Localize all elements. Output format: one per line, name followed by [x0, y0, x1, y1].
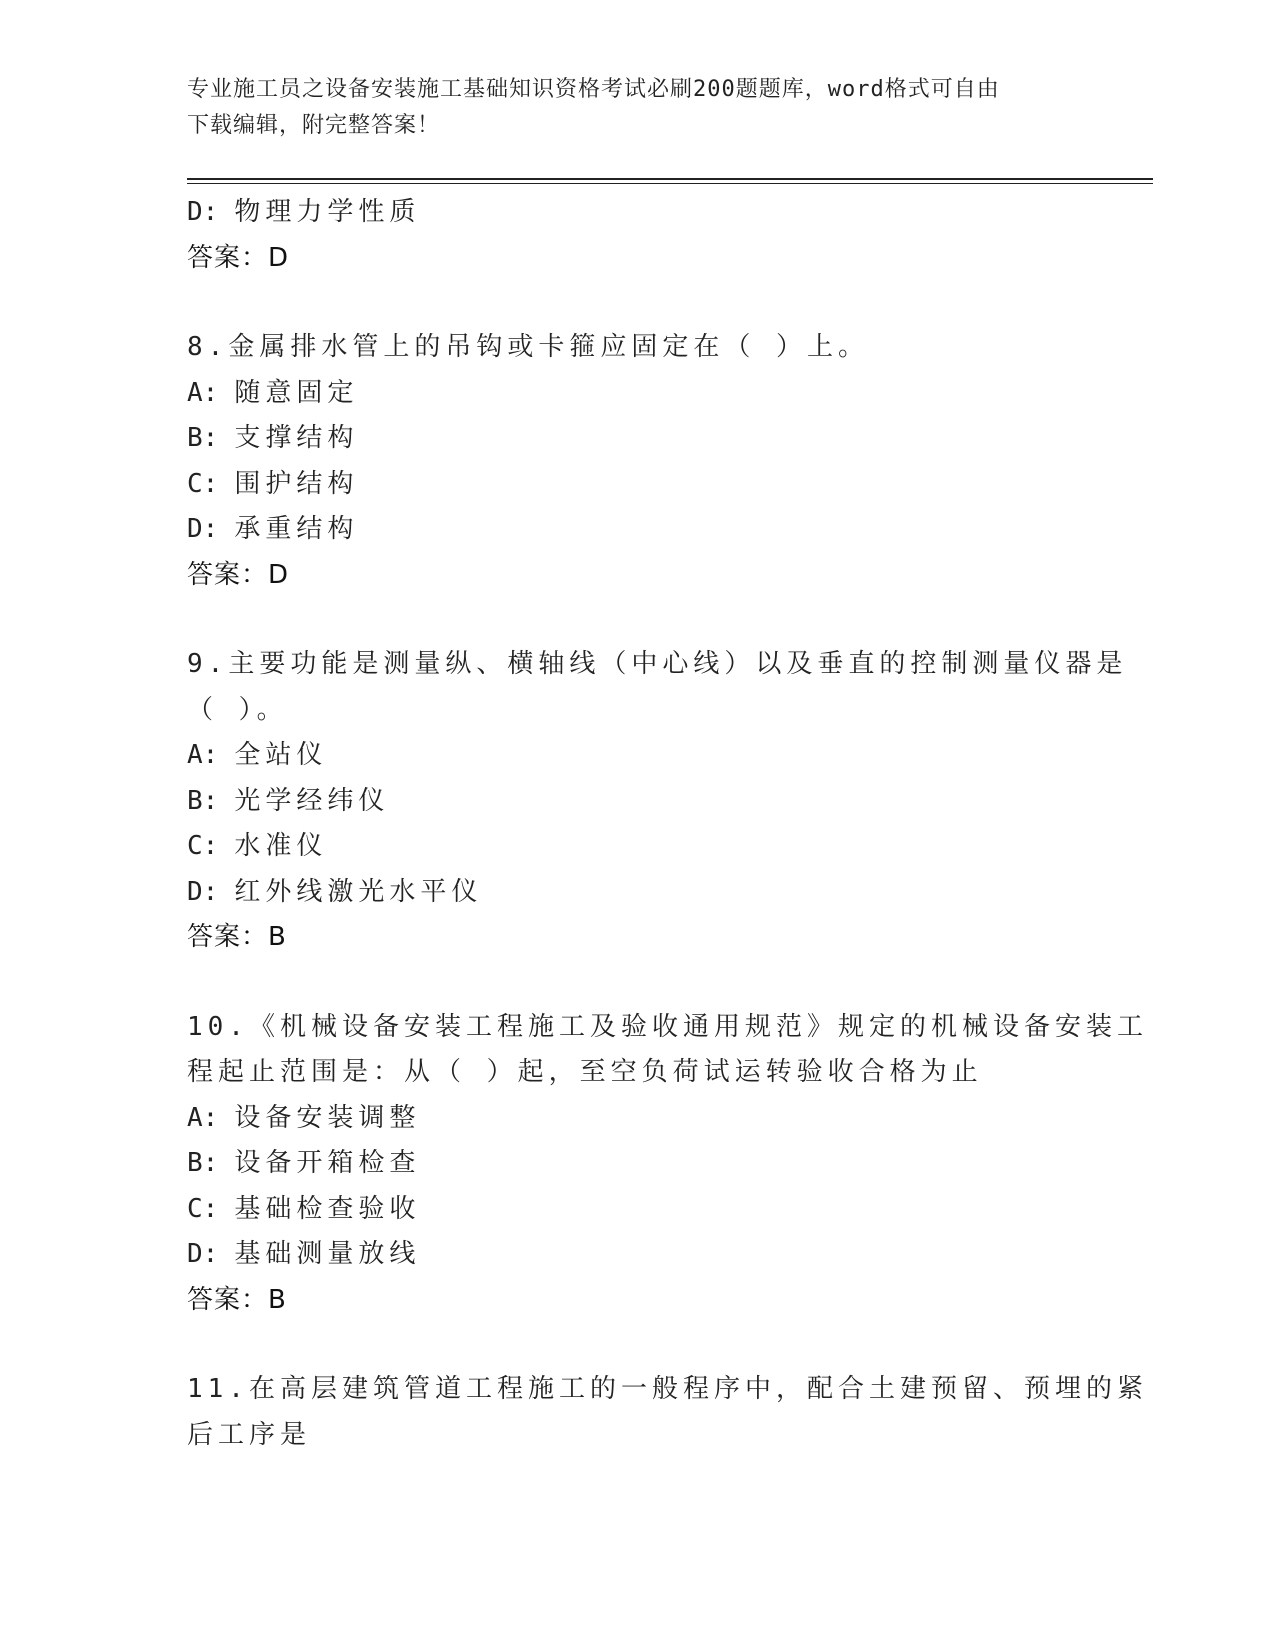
question-10-stem — [187, 1005, 1148, 1051]
question-text-continued: 程起止范围是：从（ ）起，至空负荷试运转验收合格为止 — [187, 1057, 983, 1087]
option-a: A: 随意固定 — [187, 377, 359, 408]
header-line-2: 下载编辑，附完整答案！ — [187, 113, 441, 138]
question-text: 主要功能是测量纵、横轴线（中心线）以及垂直的控制测量仪器是 — [228, 649, 1128, 679]
option-d: D: 承重结构 — [187, 514, 359, 544]
option-c: C: 围护结构 — [187, 468, 359, 499]
answer-line: 答案：B — [187, 922, 287, 952]
question-number: 10. — [187, 1011, 249, 1042]
option-d: D: 基础测量放线 — [187, 1239, 421, 1269]
question-text: 在高层建筑管道工程施工的一般程序中，配合土建预留、预埋的紧 — [248, 1374, 1148, 1404]
question-8-stem — [187, 325, 1087, 371]
option-c: C: 基础检查验收 — [187, 1193, 421, 1224]
answer-line: 答案：D — [187, 242, 290, 273]
question-text-continued: 后工序是 — [187, 1419, 312, 1450]
option-a: A: 设备安装调整 — [187, 1102, 421, 1133]
question-number: 11. — [187, 1374, 249, 1404]
answer-line: 答案：B — [187, 1284, 287, 1315]
question-9-stem — [187, 642, 1128, 688]
option-b: B: 支撑结构 — [187, 423, 359, 453]
question-11-stem — [187, 1367, 1148, 1413]
option-b: B: 设备开箱检查 — [187, 1148, 421, 1178]
question-text: 《机械设备安装工程施工及验收通用规范》规定的机械设备安装工 — [248, 1011, 1148, 1042]
header-rule-thick — [187, 178, 1153, 180]
option-b: B: 光学经纬仪 — [187, 785, 390, 816]
header-line-1: 专业施工员之设备安装施工基础知识资格考试必刷200题题库，word格式可自由 — [187, 77, 1000, 102]
question-text: 金属排水管上的吊钩或卡箍应固定在（ ）上。 — [228, 332, 869, 362]
option-c: C: 水准仪 — [187, 831, 328, 861]
answer-line: 答案：D — [187, 559, 290, 590]
question-number: 9. — [187, 649, 229, 679]
option-d: D: 物理力学性质 — [187, 197, 421, 227]
header-rule-thin — [187, 183, 1153, 184]
question-number: 8. — [187, 332, 229, 362]
question-text-continued: （ ）。 — [187, 694, 288, 725]
question-list — [187, 190, 1148, 1458]
page-header — [187, 72, 1087, 144]
option-d: D: 红外线激光水平仪 — [187, 876, 483, 907]
option-a: A: 全站仪 — [187, 740, 328, 770]
